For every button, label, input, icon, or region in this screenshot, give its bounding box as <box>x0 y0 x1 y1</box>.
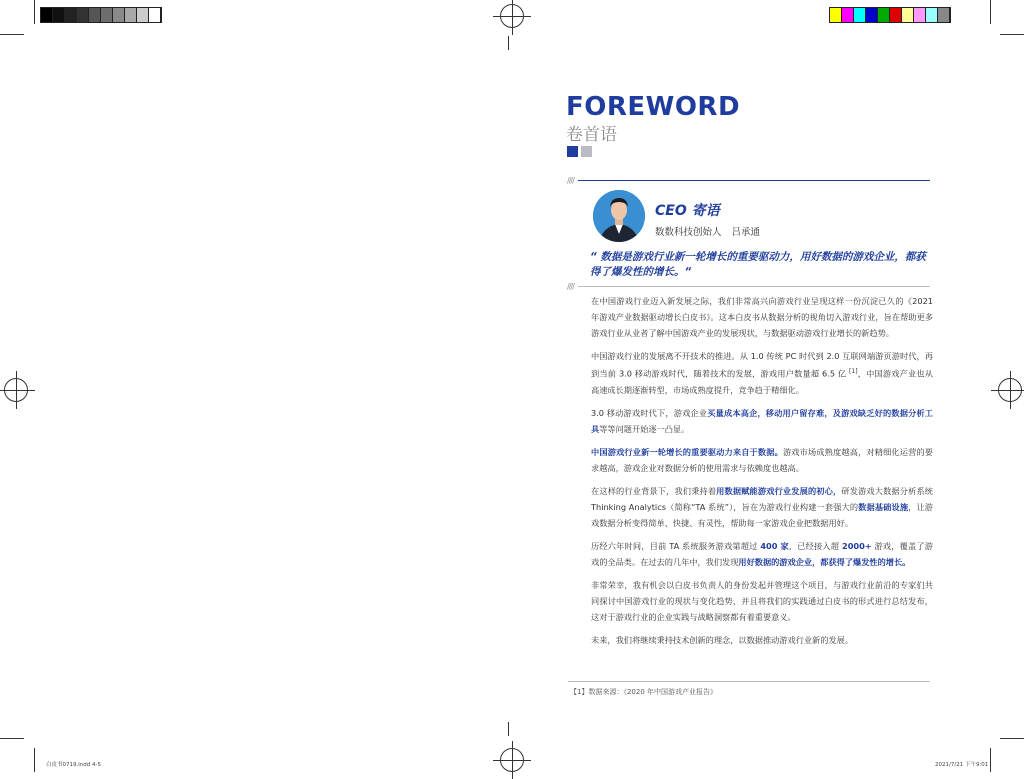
footnote-divider <box>568 681 930 682</box>
paragraph: 中国游戏行业的发展离不开技术的推进。从 1.0 传统 PC 时代到 2.0 互联网端游页游时代，再到当前 3.0 移动游戏时代，随着技术的发展，游戏用户数量超 6.5 亿 [1]，中国游戏产业也从高速成长期逐渐转型，市场成熟度提升，竞争趋于精细化。 <box>591 351 933 395</box>
footnote: 【1】数据来源：《2020 年中国游戏产业报告》 <box>570 688 717 696</box>
registration-mark-left <box>4 378 28 402</box>
crop-mark <box>990 748 991 772</box>
crop-mark <box>508 36 509 50</box>
paragraph: 非常荣幸，我有机会以白皮书负责人的身份发起并管理这个项目，与游戏行业前沿的专家们共同探讨中国游戏行业的现状与变化趋势，并且将我们的实践通过白皮书的形式进行总结发布，这对于游戏行业的企业实践与战略洞察都有着重要意义。 <box>591 579 933 622</box>
gray-swatch <box>149 8 161 22</box>
color-bar <box>829 7 951 23</box>
paragraph: 在这样的行业背景下，我们秉持着用数据赋能游戏行业发展的初心，研发游戏大数据分析系统 Thinking Analytics（简称“TA 系统”），旨在为游戏行业构建一套强大的数据基础设施，让游戏数据分析变得简单、快捷、有灵性，帮助每一家游戏企业把数据用好。 <box>591 485 933 528</box>
gray-swatch <box>53 8 65 22</box>
section-divider <box>578 180 930 181</box>
crop-mark <box>34 748 35 772</box>
paragraph: 历经六年时间，目前 TA 系统服务游戏第超过 400 家，已经接入超 2000+ 游戏，覆盖了游戏的全品类。在过去的几年中，我们发现用好数据的游戏企业，都获得了爆发性的增长。 <box>591 540 933 567</box>
gray-swatch <box>125 8 137 22</box>
gray-scale-bar <box>40 7 162 23</box>
page-subtitle: 卷首语 <box>566 125 617 145</box>
gray-swatch <box>41 8 53 22</box>
color-swatch <box>878 8 890 22</box>
crop-mark <box>0 34 24 35</box>
color-swatch <box>914 8 926 22</box>
crop-mark <box>34 0 35 24</box>
color-swatch <box>830 8 842 22</box>
ceo-heading: CEO 寄语 <box>655 203 720 219</box>
registration-mark-top <box>500 4 524 28</box>
pull-quote: “ 数据是游戏行业新一轮增长的重要驱动力，用好数据的游戏企业，都获得了爆发性的增长。“ <box>590 251 926 278</box>
avatar <box>593 190 645 242</box>
gray-swatch <box>89 8 101 22</box>
color-swatch <box>902 8 914 22</box>
body-text <box>591 293 933 655</box>
color-swatch <box>926 8 938 22</box>
page-title: FOREWORD <box>566 92 741 122</box>
color-swatch <box>890 8 902 22</box>
color-swatch <box>938 8 950 22</box>
ceo-name: 吕承通 <box>731 227 761 238</box>
paragraph: 中国游戏行业新一轮增长的重要驱动力来自于数据。游戏市场成熟度越高，对精细化运营的要求越高，游戏企业对数据分析的使用需求与依赖度也越高。 <box>591 446 933 473</box>
slash-ornament: //// <box>567 176 574 185</box>
crop-mark <box>1000 34 1024 35</box>
registration-mark-right <box>998 378 1022 402</box>
gray-swatch <box>65 8 77 22</box>
gray-swatch <box>101 8 113 22</box>
accent-square-gray <box>581 146 592 157</box>
color-swatch <box>866 8 878 22</box>
paragraph: 3.0 移动游戏时代下，游戏企业买量成本高企，移动用户留存难，及游戏缺乏好的数据分析工具等等问题开始逐一凸显。 <box>591 407 933 434</box>
slash-ornament: //// <box>567 282 574 291</box>
slug-timestamp: 2021/7/21 下午9:01 <box>935 762 989 768</box>
accent-square-blue <box>567 146 578 157</box>
paragraph: 在中国游戏行业迈入新发展之际，我们非常高兴向游戏行业呈现这样一份沉淀已久的《2021 年游戏产业数据驱动增长白皮书》。这本白皮书从数据分析的视角切入游戏行业，旨在帮助更多游戏行业从业者了解中国游戏产业的发展现状，与数据驱动游戏行业增长的新趋势。 <box>591 296 933 338</box>
gray-swatch <box>77 8 89 22</box>
ceo-role: 数数科技创始人 <box>655 227 722 238</box>
gray-swatch <box>113 8 125 22</box>
color-swatch <box>854 8 866 22</box>
footnote-ref: [1] <box>849 368 858 375</box>
crop-mark <box>990 0 991 24</box>
crop-mark <box>508 722 509 736</box>
crop-mark <box>0 738 24 739</box>
quote-divider <box>578 286 930 287</box>
ceo-byline <box>655 224 760 238</box>
registration-mark-bottom <box>500 748 524 772</box>
paragraph: 未来，我们将继续秉持技术创新的理念，以数据推动游戏行业新的发展。 <box>591 634 854 645</box>
slug-filename: 白皮书0719.indd 4-5 <box>46 762 101 768</box>
gray-swatch <box>137 8 149 22</box>
color-swatch <box>842 8 854 22</box>
crop-mark <box>1000 738 1024 739</box>
